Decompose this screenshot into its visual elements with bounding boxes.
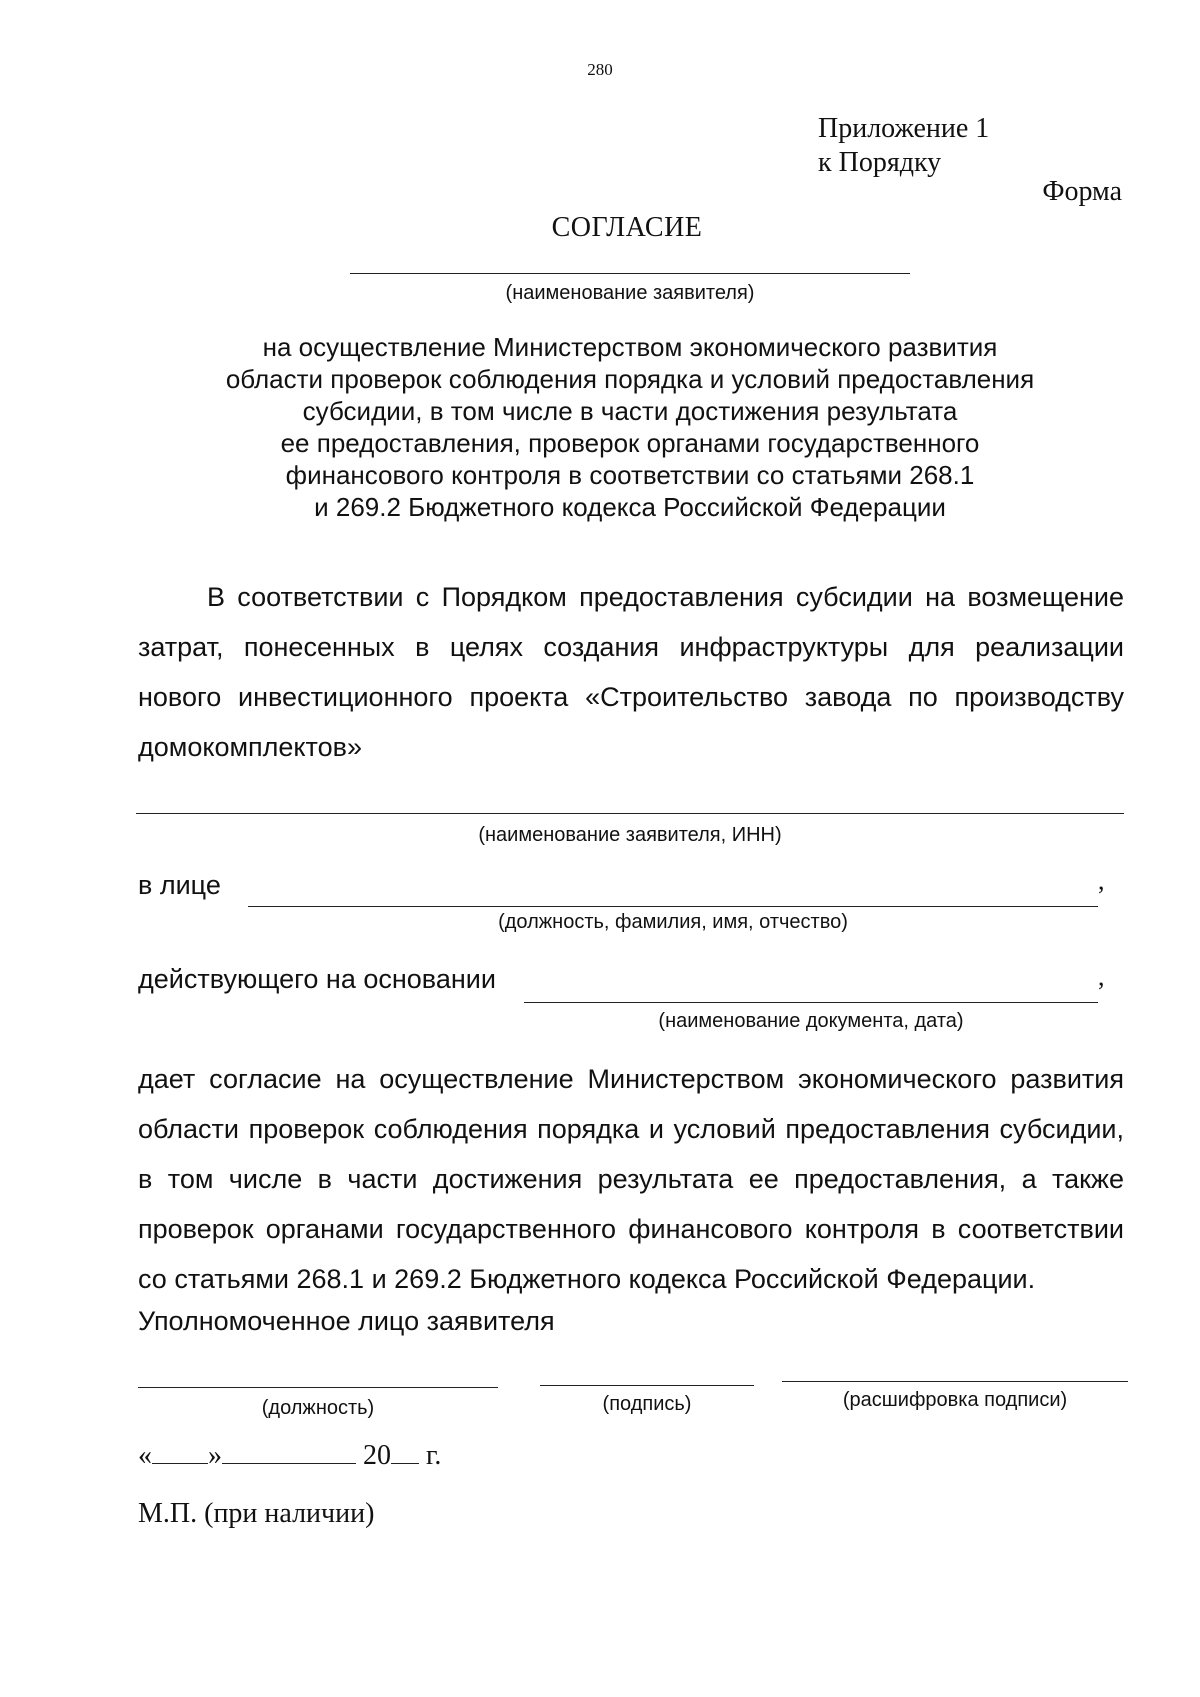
- month-blank[interactable]: [222, 1441, 356, 1464]
- applicant-inn-caption: (наименование заявителя, ИНН): [478, 824, 782, 846]
- in-person-line[interactable]: [248, 906, 1098, 907]
- page-number: 280: [587, 60, 613, 79]
- subject-line: ее предоставления, проверок органами государственного: [280, 428, 980, 458]
- stamp-note: М.П. (при наличии): [138, 1498, 375, 1529]
- subject-line: и 269.2 Бюджетного кодекса Российской Федерации: [314, 492, 946, 522]
- form-label: Форма: [1042, 176, 1122, 207]
- applicant-name-caption: (наименование заявителя): [505, 282, 755, 304]
- basis-label: действующего на основании: [138, 964, 496, 994]
- subject-line: области проверок соблюдения порядка и условий предоставления: [225, 364, 1035, 394]
- subject-line: субсидии, в том числе в части достижения результата: [302, 396, 958, 426]
- year-blank[interactable]: [391, 1441, 419, 1464]
- subject-line: финансового контроля в соответствии со статьями 268.1: [285, 460, 975, 490]
- basis-comma: ,: [1098, 962, 1105, 991]
- in-person-label: в лице: [138, 870, 221, 900]
- consent-subject: [200, 331, 1060, 523]
- intro-paragraph: В соответствии с Порядком предоставления субсидии на возмещение затрат, понесенных в целях создания инфраструктуры для реализации нового инвестиционного проекта «Строительство завода по производству домокомплектов»: [138, 582, 1124, 762]
- subject-line: на осуществление Министерством экономического развития: [262, 332, 998, 362]
- in-person-comma: ,: [1098, 866, 1105, 895]
- position-line[interactable]: [138, 1387, 498, 1388]
- basis-line[interactable]: [524, 1002, 1098, 1003]
- year-prefix: 20: [363, 1440, 391, 1471]
- appendix-reference: к Порядку: [818, 147, 942, 178]
- day-blank[interactable]: [152, 1441, 208, 1464]
- in-person-caption: (должность, фамилия, имя, отчество): [498, 911, 848, 933]
- date-open-quote: «: [138, 1440, 152, 1471]
- basis-caption: (наименование документа, дата): [658, 1010, 964, 1032]
- date-field: [138, 1440, 441, 1472]
- applicant-name-line[interactable]: [350, 273, 910, 274]
- date-close-quote: »: [208, 1440, 222, 1471]
- signature-caption: (подпись): [602, 1393, 692, 1415]
- signature-decoding-caption: (расшифровка подписи): [842, 1389, 1068, 1411]
- applicant-inn-line[interactable]: [136, 813, 1124, 814]
- year-suffix: г.: [426, 1440, 442, 1471]
- signature-line[interactable]: [540, 1385, 754, 1386]
- document-title: СОГЛАСИЕ: [551, 212, 703, 243]
- signature-decoding-line[interactable]: [782, 1381, 1128, 1382]
- consent-paragraph: дает согласие на осуществление Министерством экономического развития области проверок соблюдения порядка и условий предоставления субсидии, в том числе в части достижения результата ее предоставления, а также проверок органами государственного финансового контроля в соответствии со статьями 268.1 и 269.2 Бюджетного кодекса Российской Федерации.: [138, 1064, 1124, 1294]
- appendix-label: Приложение 1: [818, 113, 990, 144]
- authorized-person-label: Уполномоченное лицо заявителя: [138, 1306, 555, 1336]
- position-caption: (должность): [261, 1397, 375, 1419]
